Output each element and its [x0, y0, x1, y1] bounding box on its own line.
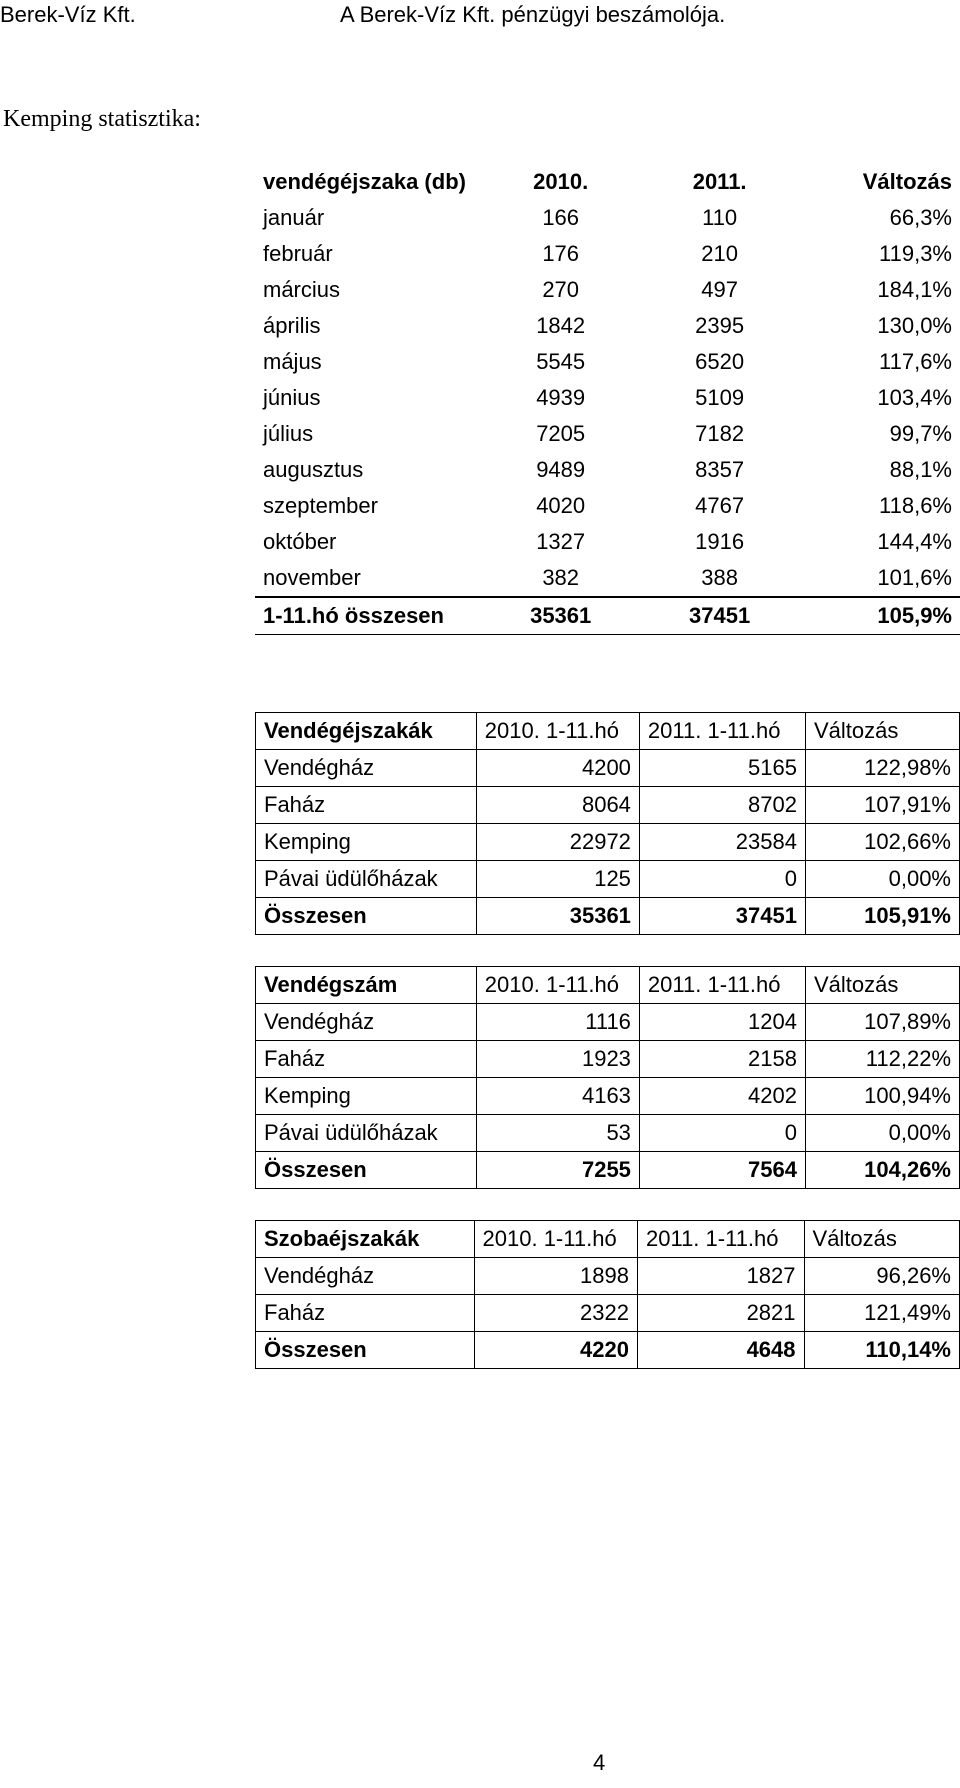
table-row: [256, 1115, 960, 1152]
table-row: [256, 1078, 960, 1115]
table-cell: május: [263, 349, 322, 374]
table3-body: [256, 967, 960, 1189]
table-total-row: [256, 898, 960, 935]
table-row: [255, 560, 960, 597]
table-cell: 1827: [638, 1258, 805, 1295]
header-cell: Változás: [804, 1221, 959, 1258]
table-cell: 184,1%: [877, 277, 952, 302]
table-cell: 4202: [639, 1078, 805, 1115]
table-cell: szeptember: [263, 493, 378, 518]
table-cell: 1916: [695, 529, 745, 554]
table4-body: [256, 1221, 960, 1369]
table-cell: 23584: [639, 824, 805, 861]
table-cell: 125: [476, 861, 639, 898]
table-cell: 176: [542, 241, 580, 266]
table-cell: 388: [639, 560, 800, 597]
header-cell: Vendégszám: [256, 967, 477, 1004]
table-row: [256, 787, 960, 824]
table-row: [255, 308, 960, 344]
table-cell: 118,6%: [879, 493, 952, 518]
table-cell: 5165: [639, 750, 805, 787]
table-cell: 8702: [639, 787, 805, 824]
table-cell: 110,14%: [804, 1332, 959, 1369]
table-total-row: [256, 1332, 960, 1369]
table-cell: 37451: [639, 597, 800, 635]
table-cell: Vendégház: [256, 1004, 477, 1041]
table-cell: 112,22%: [805, 1041, 959, 1078]
table-cell: 103,4%: [877, 385, 952, 410]
table-cell: 53: [476, 1115, 639, 1152]
table-row: [255, 344, 960, 380]
table-cell: 2158: [639, 1041, 805, 1078]
table-cell: november: [255, 560, 482, 597]
table-cell: augusztus: [263, 457, 364, 482]
header-cell: 2010. 1-11.hó: [476, 967, 639, 1004]
table-cell: 107,89%: [805, 1004, 959, 1041]
table-cell: 35361: [476, 898, 639, 935]
table-cell: 104,26%: [805, 1152, 959, 1189]
table-cell: 497: [701, 277, 738, 302]
table-row: [255, 524, 960, 560]
table-cell: június: [263, 385, 321, 410]
table-cell: 1898: [474, 1258, 637, 1295]
table1-body: [255, 164, 960, 635]
table-row: [256, 1295, 960, 1332]
guest-count-table: [255, 966, 960, 1189]
table-cell: 0,00%: [805, 861, 959, 898]
table-cell: 4648: [638, 1332, 805, 1369]
table-row: [255, 416, 960, 452]
table-cell: 37451: [639, 898, 805, 935]
table-cell: 2821: [638, 1295, 805, 1332]
table-cell: 99,7%: [889, 421, 952, 446]
table-cell: 1116: [476, 1004, 639, 1041]
room-nights-table: [255, 1220, 960, 1369]
table-cell: Összesen: [256, 898, 477, 935]
header-cell: Szobaéjszakák: [256, 1221, 475, 1258]
table-row: [256, 1004, 960, 1041]
header-report-title: A Berek-Víz Kft. pénzügyi beszámolója.: [340, 2, 726, 27]
table-row: [255, 200, 960, 236]
table-cell: 107,91%: [805, 787, 959, 824]
table-cell: 0: [639, 1115, 805, 1152]
table-row: [255, 380, 960, 416]
table-cell: április: [263, 313, 321, 338]
table-cell: 4939: [536, 385, 586, 410]
monthly-guest-nights-table: [255, 164, 960, 635]
table-cell: 5545: [536, 349, 586, 374]
header-cell: 2010. 1-11.hó: [476, 713, 639, 750]
table-row: [255, 452, 960, 488]
table-cell: Kemping: [256, 824, 477, 861]
table-header-row: [256, 1221, 960, 1258]
table-total-row: [255, 597, 960, 635]
table-cell: 7182: [695, 421, 745, 446]
table-cell: 1842: [536, 313, 586, 338]
table-cell: Pávai üdülőházak: [256, 861, 477, 898]
table-cell: 382: [482, 560, 639, 597]
guest-nights-by-accommodation-table: [255, 712, 960, 935]
table-row: [255, 488, 960, 524]
table-cell: 102,66%: [805, 824, 959, 861]
table-cell: 5109: [695, 385, 745, 410]
table-cell: 4020: [536, 493, 586, 518]
table-cell: 270: [542, 277, 580, 302]
header-cell: 2010.: [533, 169, 589, 194]
table-cell: Pávai üdülőházak: [256, 1115, 477, 1152]
table-cell: 8357: [695, 457, 745, 482]
table-cell: 122,98%: [805, 750, 959, 787]
page-number: 4: [593, 1750, 606, 1775]
header-cell: Változás: [805, 967, 959, 1004]
table-cell: 6520: [695, 349, 745, 374]
table-header-row: [256, 713, 960, 750]
table-row: [256, 861, 960, 898]
table-cell: március: [263, 277, 341, 302]
header-cell: 2011. 1-11.hó: [639, 967, 805, 1004]
table-cell: 4220: [474, 1332, 637, 1369]
table-cell: 96,26%: [804, 1258, 959, 1295]
table-cell: Kemping: [256, 1078, 477, 1115]
table-cell: 8064: [476, 787, 639, 824]
table-cell: 1-11.hó összesen: [255, 597, 482, 635]
table-cell: január: [263, 205, 325, 230]
table-cell: Vendégház: [256, 750, 477, 787]
table-cell: 4163: [476, 1078, 639, 1115]
table-cell: 4767: [695, 493, 745, 518]
table-cell: Faház: [256, 1041, 477, 1078]
table-cell: 117,6%: [879, 349, 952, 374]
table-cell: 105,9%: [800, 597, 960, 635]
table2-body: [256, 713, 960, 935]
header-cell: Vendégéjszakák: [256, 713, 477, 750]
table-cell: 7564: [639, 1152, 805, 1189]
table-cell: 2322: [474, 1295, 637, 1332]
table-cell: július: [263, 421, 314, 446]
table-total-row: [256, 1152, 960, 1189]
table-cell: 7255: [476, 1152, 639, 1189]
table-cell: Faház: [256, 787, 477, 824]
table-cell: 1923: [476, 1041, 639, 1078]
header-cell: Változás: [805, 713, 959, 750]
table-cell: 4200: [476, 750, 639, 787]
table-cell: 1327: [536, 529, 586, 554]
table-cell: 35361: [482, 597, 639, 635]
table-cell: 100,94%: [805, 1078, 959, 1115]
header-cell: 2010. 1-11.hó: [474, 1221, 637, 1258]
table-cell: 101,6%: [800, 560, 960, 597]
table-cell: 144,4%: [877, 529, 952, 554]
header-cell: Változás: [862, 169, 952, 194]
table-cell: 1204: [639, 1004, 805, 1041]
table-cell: 66,3%: [889, 205, 952, 230]
header-cell: vendégéjszaka (db): [263, 169, 466, 194]
table-cell: 7205: [536, 421, 586, 446]
table-cell: 22972: [476, 824, 639, 861]
table-row: [255, 272, 960, 308]
table-row: [256, 1258, 960, 1295]
table-cell: 121,49%: [804, 1295, 959, 1332]
header-cell: 2011.: [692, 169, 747, 194]
table-cell: Összesen: [256, 1332, 475, 1369]
header-cell: 2011. 1-11.hó: [639, 713, 805, 750]
header-company: Berek-Víz Kft.: [0, 2, 136, 27]
table-cell: 110: [702, 205, 738, 230]
table-header-row: [255, 164, 960, 200]
section-title: Kemping statisztika:: [3, 106, 201, 132]
table-cell: 210: [701, 241, 738, 266]
table-cell: 166: [542, 205, 580, 230]
table-cell: 2395: [695, 313, 745, 338]
table-row: [256, 1041, 960, 1078]
table-cell: Faház: [256, 1295, 475, 1332]
table-cell: 88,1%: [889, 457, 952, 482]
table-cell: 9489: [536, 457, 586, 482]
table-cell: 105,91%: [805, 898, 959, 935]
table-header-row: [256, 967, 960, 1004]
table-cell: február: [263, 241, 333, 266]
table-cell: 130,0%: [877, 313, 952, 338]
header-cell: 2011. 1-11.hó: [638, 1221, 805, 1258]
table-row: [255, 236, 960, 272]
table-cell: október: [263, 529, 337, 554]
table-cell: 0: [639, 861, 805, 898]
table-cell: 119,3%: [879, 241, 952, 266]
table-cell: 0,00%: [805, 1115, 959, 1152]
table-row: [256, 824, 960, 861]
table-cell: Vendégház: [256, 1258, 475, 1295]
table-row: [256, 750, 960, 787]
table-cell: Összesen: [256, 1152, 477, 1189]
